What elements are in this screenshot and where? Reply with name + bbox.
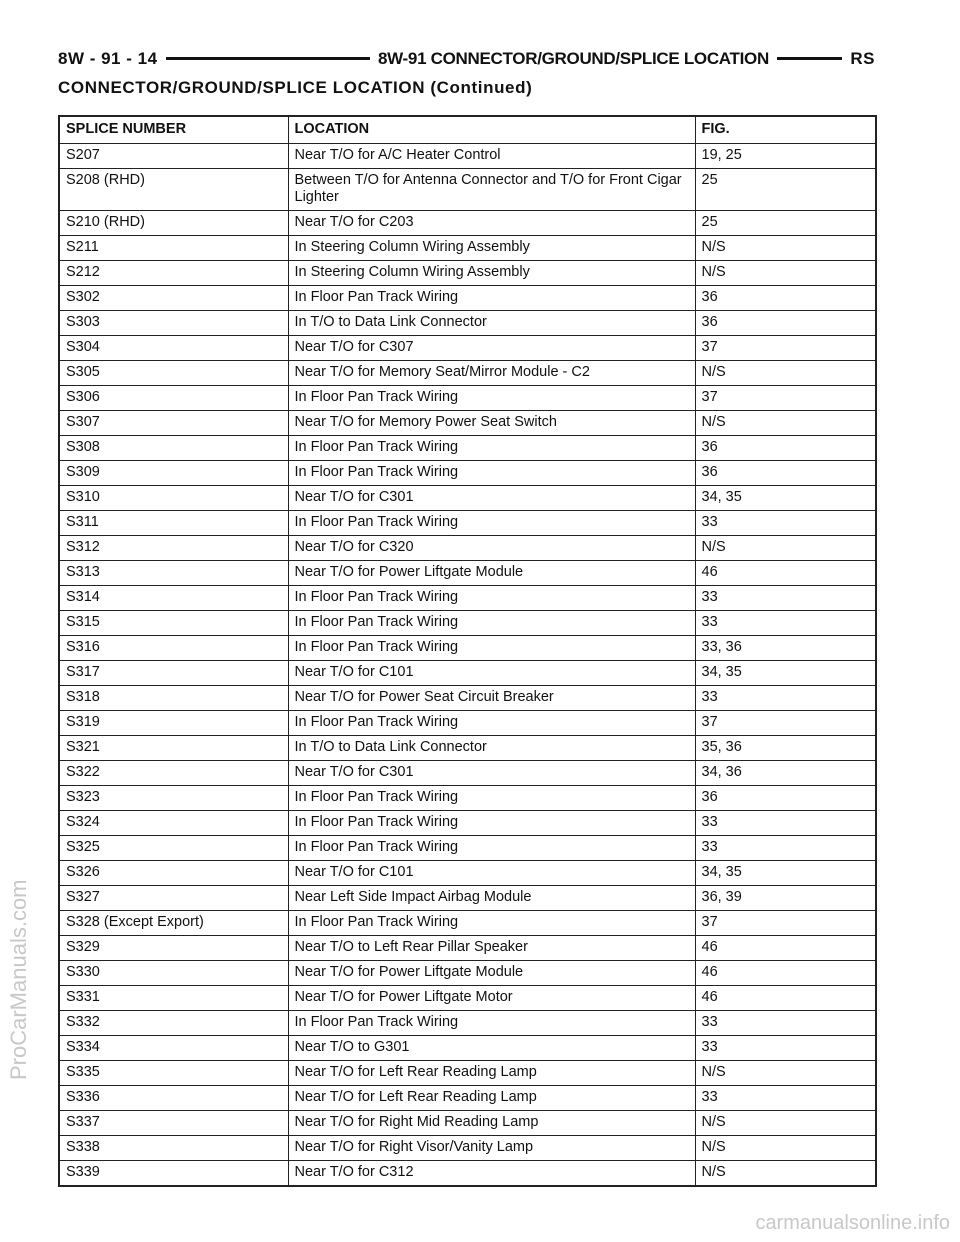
fig-cell: 36 — [695, 461, 876, 486]
location-cell: In Floor Pan Track Wiring — [288, 911, 695, 936]
splice-number-cell: S211 — [59, 236, 288, 261]
fig-cell: 46 — [695, 986, 876, 1011]
table-row — [59, 211, 876, 236]
location-cell: Near T/O for C312 — [288, 1161, 695, 1187]
table-row — [59, 461, 876, 486]
splice-table-wrapper — [58, 115, 875, 1187]
table-header-row — [59, 116, 876, 144]
fig-cell: 36 — [695, 786, 876, 811]
table-row — [59, 144, 876, 169]
side-watermark: ProCarManuals.com — [6, 879, 31, 1080]
location-cell: In Floor Pan Track Wiring — [288, 286, 695, 311]
location-cell: In Floor Pan Track Wiring — [288, 811, 695, 836]
splice-number-cell: S210 (RHD) — [59, 211, 288, 236]
fig-cell: 33 — [695, 836, 876, 861]
location-cell: In Floor Pan Track Wiring — [288, 711, 695, 736]
fig-cell: N/S — [695, 361, 876, 386]
table-row — [59, 561, 876, 586]
splice-number-cell: S311 — [59, 511, 288, 536]
fig-cell: N/S — [695, 261, 876, 286]
location-cell: Near T/O to G301 — [288, 1036, 695, 1061]
splice-number-cell: S325 — [59, 836, 288, 861]
column-header-splice-number: SPLICE NUMBER — [59, 116, 288, 144]
splice-number-cell: S208 (RHD) — [59, 169, 288, 211]
location-cell: In T/O to Data Link Connector — [288, 736, 695, 761]
splice-number-cell: S337 — [59, 1111, 288, 1136]
fig-cell: N/S — [695, 1161, 876, 1187]
location-cell: Near T/O for Power Seat Circuit Breaker — [288, 686, 695, 711]
fig-cell: 46 — [695, 936, 876, 961]
fig-cell: 34, 36 — [695, 761, 876, 786]
splice-number-cell: S303 — [59, 311, 288, 336]
fig-cell: 35, 36 — [695, 736, 876, 761]
fig-cell: 33 — [695, 811, 876, 836]
splice-number-cell: S339 — [59, 1161, 288, 1187]
fig-cell: 46 — [695, 561, 876, 586]
splice-number-cell: S319 — [59, 711, 288, 736]
fig-cell: 33 — [695, 1086, 876, 1111]
location-cell: Near T/O for C320 — [288, 536, 695, 561]
fig-cell: N/S — [695, 1061, 876, 1086]
table-row — [59, 636, 876, 661]
table-row — [59, 361, 876, 386]
chapter-title: 8W-91 CONNECTOR/GROUND/SPLICE LOCATION — [370, 46, 777, 72]
location-cell: Near T/O for C203 — [288, 211, 695, 236]
section-title: CONNECTOR/GROUND/SPLICE LOCATION (Continued) — [58, 78, 533, 97]
fig-cell: 33 — [695, 611, 876, 636]
table-row — [59, 711, 876, 736]
table-row — [59, 661, 876, 686]
splice-number-cell: S315 — [59, 611, 288, 636]
location-cell: In T/O to Data Link Connector — [288, 311, 695, 336]
splice-number-cell: S316 — [59, 636, 288, 661]
table-row — [59, 1086, 876, 1111]
page-number: 8W - 91 - 14 — [50, 46, 166, 72]
table-row — [59, 411, 876, 436]
fig-cell: 25 — [695, 169, 876, 211]
table-row — [59, 1136, 876, 1161]
splice-number-cell: S304 — [59, 336, 288, 361]
column-header-fig: FIG. — [695, 116, 876, 144]
splice-number-cell: S313 — [59, 561, 288, 586]
splice-number-cell: S305 — [59, 361, 288, 386]
fig-cell: N/S — [695, 1111, 876, 1136]
splice-number-cell: S317 — [59, 661, 288, 686]
table-row — [59, 261, 876, 286]
table-row — [59, 1161, 876, 1187]
splice-number-cell: S321 — [59, 736, 288, 761]
location-cell: Near T/O for Power Liftgate Module — [288, 561, 695, 586]
table-body — [59, 144, 876, 1187]
table-row — [59, 386, 876, 411]
table-row — [59, 236, 876, 261]
table-row — [59, 686, 876, 711]
splice-number-cell: S318 — [59, 686, 288, 711]
splice-number-cell: S207 — [59, 144, 288, 169]
fig-cell: 37 — [695, 911, 876, 936]
location-cell: In Floor Pan Track Wiring — [288, 436, 695, 461]
splice-number-cell: S312 — [59, 536, 288, 561]
location-cell: In Floor Pan Track Wiring — [288, 1011, 695, 1036]
table-row — [59, 886, 876, 911]
location-cell: Near T/O for C301 — [288, 486, 695, 511]
location-cell: Near T/O for C101 — [288, 861, 695, 886]
bottom-watermark: carmanualsonline.info — [755, 1212, 950, 1234]
table-row — [59, 511, 876, 536]
fig-cell: 33 — [695, 1036, 876, 1061]
fig-cell: 36, 39 — [695, 886, 876, 911]
splice-location-table — [58, 115, 877, 1187]
splice-number-cell: S328 (Except Export) — [59, 911, 288, 936]
fig-cell: 36 — [695, 436, 876, 461]
splice-number-cell: S310 — [59, 486, 288, 511]
location-cell: In Floor Pan Track Wiring — [288, 461, 695, 486]
table-row — [59, 911, 876, 936]
table-row — [59, 436, 876, 461]
location-cell: In Floor Pan Track Wiring — [288, 611, 695, 636]
fig-cell: 37 — [695, 386, 876, 411]
location-cell: In Floor Pan Track Wiring — [288, 511, 695, 536]
table-row — [59, 836, 876, 861]
splice-number-cell: S329 — [59, 936, 288, 961]
location-cell: In Floor Pan Track Wiring — [288, 586, 695, 611]
splice-number-cell: S309 — [59, 461, 288, 486]
table-row — [59, 286, 876, 311]
table-row — [59, 761, 876, 786]
table-row — [59, 861, 876, 886]
location-cell: Near T/O for Memory Power Seat Switch — [288, 411, 695, 436]
fig-cell: 34, 35 — [695, 661, 876, 686]
page-header — [58, 46, 875, 72]
location-cell: Near T/O to Left Rear Pillar Speaker — [288, 936, 695, 961]
location-cell: Near T/O for C301 — [288, 761, 695, 786]
splice-number-cell: S336 — [59, 1086, 288, 1111]
location-cell: Near T/O for Memory Seat/Mirror Module - C2 — [288, 361, 695, 386]
fig-cell: 33 — [695, 1011, 876, 1036]
fig-cell: 25 — [695, 211, 876, 236]
location-cell: Near T/O for Right Mid Reading Lamp — [288, 1111, 695, 1136]
location-cell: Near T/O for Right Visor/Vanity Lamp — [288, 1136, 695, 1161]
location-cell: In Floor Pan Track Wiring — [288, 836, 695, 861]
table-row — [59, 586, 876, 611]
fig-cell: 46 — [695, 961, 876, 986]
fig-cell: 34, 35 — [695, 861, 876, 886]
vehicle-code: RS — [842, 46, 883, 72]
fig-cell: 34, 35 — [695, 486, 876, 511]
splice-number-cell: S323 — [59, 786, 288, 811]
table-row — [59, 486, 876, 511]
location-cell: In Floor Pan Track Wiring — [288, 786, 695, 811]
fig-cell: N/S — [695, 1136, 876, 1161]
splice-number-cell: S306 — [59, 386, 288, 411]
table-row — [59, 1061, 876, 1086]
table-row — [59, 1036, 876, 1061]
table-row — [59, 611, 876, 636]
location-cell: In Steering Column Wiring Assembly — [288, 236, 695, 261]
location-cell: In Floor Pan Track Wiring — [288, 386, 695, 411]
fig-cell: 33, 36 — [695, 636, 876, 661]
location-cell: In Steering Column Wiring Assembly — [288, 261, 695, 286]
location-cell: Near T/O for C101 — [288, 661, 695, 686]
column-header-location: LOCATION — [288, 116, 695, 144]
table-row — [59, 986, 876, 1011]
splice-number-cell: S335 — [59, 1061, 288, 1086]
table-row — [59, 536, 876, 561]
location-cell: Near Left Side Impact Airbag Module — [288, 886, 695, 911]
location-cell: Near T/O for Power Liftgate Module — [288, 961, 695, 986]
table-row — [59, 169, 876, 211]
splice-number-cell: S212 — [59, 261, 288, 286]
location-cell: Between T/O for Antenna Connector and T/O for Front Cigar Lighter — [288, 169, 695, 211]
table-row — [59, 1111, 876, 1136]
fig-cell: 33 — [695, 586, 876, 611]
table-row — [59, 336, 876, 361]
table-row — [59, 811, 876, 836]
fig-cell: 36 — [695, 286, 876, 311]
splice-number-cell: S334 — [59, 1036, 288, 1061]
fig-cell: 33 — [695, 686, 876, 711]
fig-cell: 37 — [695, 336, 876, 361]
splice-number-cell: S307 — [59, 411, 288, 436]
table-row — [59, 936, 876, 961]
table-row — [59, 736, 876, 761]
splice-number-cell: S327 — [59, 886, 288, 911]
table-row — [59, 786, 876, 811]
location-cell: Near T/O for Left Rear Reading Lamp — [288, 1086, 695, 1111]
splice-number-cell: S331 — [59, 986, 288, 1011]
table-row — [59, 1011, 876, 1036]
fig-cell: N/S — [695, 411, 876, 436]
splice-number-cell: S326 — [59, 861, 288, 886]
location-cell: Near T/O for A/C Heater Control — [288, 144, 695, 169]
fig-cell: 36 — [695, 311, 876, 336]
fig-cell: N/S — [695, 236, 876, 261]
splice-number-cell: S324 — [59, 811, 288, 836]
splice-number-cell: S302 — [59, 286, 288, 311]
table-row — [59, 311, 876, 336]
splice-number-cell: S322 — [59, 761, 288, 786]
splice-number-cell: S308 — [59, 436, 288, 461]
location-cell: Near T/O for Left Rear Reading Lamp — [288, 1061, 695, 1086]
table-row — [59, 961, 876, 986]
splice-number-cell: S314 — [59, 586, 288, 611]
fig-cell: 19, 25 — [695, 144, 876, 169]
fig-cell: 33 — [695, 511, 876, 536]
splice-number-cell: S338 — [59, 1136, 288, 1161]
splice-number-cell: S330 — [59, 961, 288, 986]
fig-cell: N/S — [695, 536, 876, 561]
location-cell: Near T/O for Power Liftgate Motor — [288, 986, 695, 1011]
fig-cell: 37 — [695, 711, 876, 736]
location-cell: Near T/O for C307 — [288, 336, 695, 361]
splice-number-cell: S332 — [59, 1011, 288, 1036]
location-cell: In Floor Pan Track Wiring — [288, 636, 695, 661]
